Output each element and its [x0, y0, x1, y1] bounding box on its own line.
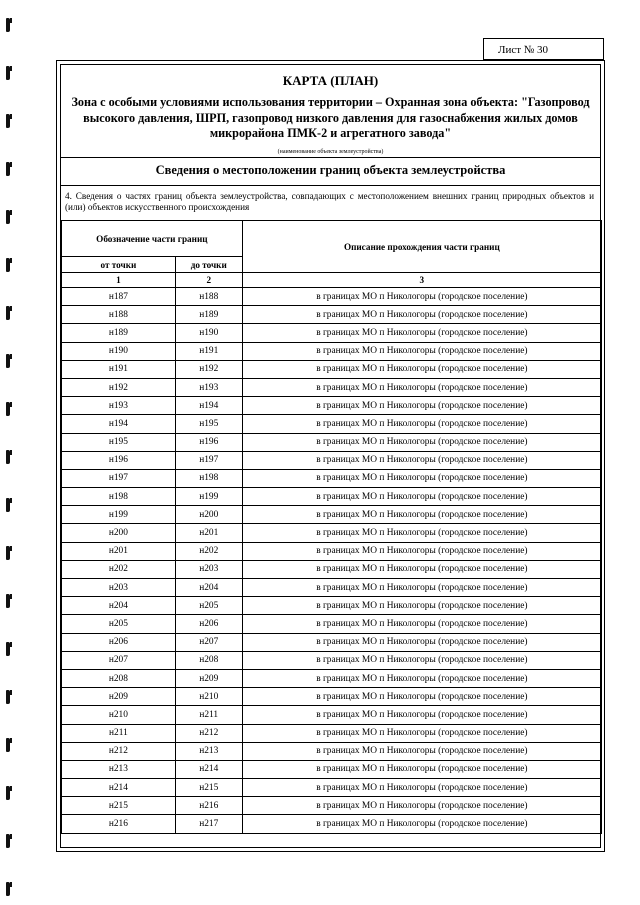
table-row	[62, 688, 602, 706]
cell-to: н209	[175, 669, 242, 687]
cell-desc: в границах МО п Никологоры (городское поселение)	[242, 524, 601, 542]
header-from-point: от точки	[62, 257, 176, 273]
column-number: 3	[242, 273, 601, 288]
table-row	[62, 615, 602, 633]
cell-from: н207	[62, 651, 176, 669]
cell-desc: в границах МО п Никологоры (городское поселение)	[242, 506, 601, 524]
cell-from: н198	[62, 488, 176, 506]
cell-from: н211	[62, 724, 176, 742]
cell-from: н199	[62, 506, 176, 524]
header-to-point: до точки	[175, 257, 242, 273]
cell-to: н208	[175, 651, 242, 669]
cell-from: н205	[62, 615, 176, 633]
cell-to: н205	[175, 597, 242, 615]
table-row	[62, 760, 602, 778]
cell-from: н201	[62, 542, 176, 560]
cell-desc: в границах МО п Никологоры (городское поселение)	[242, 288, 601, 306]
cell-to: н195	[175, 415, 242, 433]
cell-from: н213	[62, 760, 176, 778]
cell-desc: в границах МО п Никологоры (городское поселение)	[242, 306, 601, 324]
cell-to: н190	[175, 324, 242, 342]
cell-desc: в границах МО п Никологоры (городское поселение)	[242, 342, 601, 360]
table-row	[62, 378, 602, 396]
cell-to: н203	[175, 560, 242, 578]
cell-to: н214	[175, 760, 242, 778]
cell-to: н194	[175, 397, 242, 415]
binding-hole	[6, 210, 10, 224]
table-row	[62, 288, 602, 306]
table-row	[62, 451, 602, 469]
cell-desc: в границах МО п Никологоры (городское поселение)	[242, 433, 601, 451]
document-frame-inner	[60, 64, 601, 848]
binding-hole	[6, 690, 10, 704]
table-row	[62, 779, 602, 797]
cell-desc: в границах МО п Никологоры (городское поселение)	[242, 742, 601, 760]
cell-desc: в границах МО п Никологоры (городское поселение)	[242, 815, 601, 833]
cell-from: н194	[62, 415, 176, 433]
cell-from: н189	[62, 324, 176, 342]
sheet-number: Лист № 30	[483, 38, 604, 60]
binding-hole	[6, 834, 10, 848]
table-row	[62, 415, 602, 433]
cell-from: н187	[62, 288, 176, 306]
column-number: 2	[175, 273, 242, 288]
cell-to: н207	[175, 633, 242, 651]
cell-desc: в границах МО п Никологоры (городское поселение)	[242, 415, 601, 433]
cell-to: н197	[175, 451, 242, 469]
cell-desc: в границах МО п Никологоры (городское поселение)	[242, 760, 601, 778]
cell-desc: в границах МО п Никологоры (городское поселение)	[242, 615, 601, 633]
table-row	[62, 306, 602, 324]
cell-from: н188	[62, 306, 176, 324]
binding-hole	[6, 402, 10, 416]
cell-to: н202	[175, 542, 242, 560]
binding-hole	[6, 546, 10, 560]
column-number: 1	[62, 273, 176, 288]
cell-from: н197	[62, 469, 176, 487]
cell-to: н193	[175, 378, 242, 396]
cell-from: н196	[62, 451, 176, 469]
cell-to: н204	[175, 579, 242, 597]
cell-to: н200	[175, 506, 242, 524]
subtitle-note: (наименование объекта землеустройства)	[277, 149, 384, 155]
table-row	[62, 724, 602, 742]
header-description: Описание прохождения части границ	[242, 221, 601, 273]
binding-hole	[6, 498, 10, 512]
cell-from: н195	[62, 433, 176, 451]
binding-hole	[6, 450, 10, 464]
table-row	[62, 360, 602, 378]
cell-from: н210	[62, 706, 176, 724]
binding-hole	[6, 882, 10, 896]
section-description: 4. Сведения о частях границ объекта землеустройства, совпадающих с местоположением внешних границ природных объектов и (или) объектов искусственного происхождения	[65, 191, 594, 212]
table-row	[62, 506, 602, 524]
table-row	[62, 488, 602, 506]
binding-hole	[6, 354, 10, 368]
table-row	[62, 797, 602, 815]
cell-desc: в границах МО п Никологоры (городское поселение)	[242, 797, 601, 815]
cell-from: н191	[62, 360, 176, 378]
table-row	[62, 560, 602, 578]
cell-to: н189	[175, 306, 242, 324]
table-row	[62, 397, 602, 415]
cell-from: н204	[62, 597, 176, 615]
table-row	[62, 706, 602, 724]
cell-desc: в границах МО п Никологоры (городское поселение)	[242, 597, 601, 615]
document-title: КАРТА (ПЛАН)	[282, 73, 379, 88]
cell-to: н199	[175, 488, 242, 506]
cell-to: н191	[175, 342, 242, 360]
cell-desc: в границах МО п Никологоры (городское поселение)	[242, 378, 601, 396]
cell-desc: в границах МО п Никологоры (городское поселение)	[242, 451, 601, 469]
cell-to: н192	[175, 360, 242, 378]
binding-hole	[6, 306, 10, 320]
cell-from: н202	[62, 560, 176, 578]
table-row	[62, 324, 602, 342]
binding-hole	[6, 786, 10, 800]
cell-to: н201	[175, 524, 242, 542]
cell-desc: в границах МО п Никологоры (городское поселение)	[242, 651, 601, 669]
binding-hole	[6, 114, 10, 128]
binding-hole	[6, 738, 10, 752]
binding-hole	[6, 594, 10, 608]
cell-to: н212	[175, 724, 242, 742]
cell-desc: в границах МО п Никологоры (городское поселение)	[242, 488, 601, 506]
cell-desc: в границах МО п Никологоры (городское поселение)	[242, 579, 601, 597]
binding-holes	[6, 18, 18, 898]
boundary-table	[61, 220, 602, 834]
table-row	[62, 579, 602, 597]
table-row	[62, 669, 602, 687]
cell-desc: в границах МО п Никологоры (городское поселение)	[242, 724, 601, 742]
cell-to: н217	[175, 815, 242, 833]
document-frame	[56, 60, 605, 852]
cell-to: н213	[175, 742, 242, 760]
cell-desc: в границах МО п Никологоры (городское поселение)	[242, 688, 601, 706]
cell-to: н215	[175, 779, 242, 797]
cell-from: н216	[62, 815, 176, 833]
table-row	[62, 433, 602, 451]
cell-to: н198	[175, 469, 242, 487]
cell-to: н211	[175, 706, 242, 724]
cell-from: н209	[62, 688, 176, 706]
cell-from: н203	[62, 579, 176, 597]
table-row	[62, 469, 602, 487]
cell-desc: в границах МО п Никологоры (городское поселение)	[242, 560, 601, 578]
cell-from: н206	[62, 633, 176, 651]
table-row	[62, 815, 602, 833]
cell-from: н190	[62, 342, 176, 360]
table-row	[62, 542, 602, 560]
cell-to: н196	[175, 433, 242, 451]
cell-from: н214	[62, 779, 176, 797]
cell-from: н212	[62, 742, 176, 760]
table-row	[62, 342, 602, 360]
table-row	[62, 651, 602, 669]
header-boundary-designation: Обозначение части границ	[62, 221, 243, 257]
cell-to: н216	[175, 797, 242, 815]
cell-from: н192	[62, 378, 176, 396]
table-row	[62, 633, 602, 651]
cell-desc: в границах МО п Никологоры (городское поселение)	[242, 779, 601, 797]
divider	[61, 185, 600, 186]
binding-hole	[6, 258, 10, 272]
cell-desc: в границах МО п Никологоры (городское поселение)	[242, 397, 601, 415]
cell-from: н200	[62, 524, 176, 542]
cell-to: н210	[175, 688, 242, 706]
cell-desc: в границах МО п Никологоры (городское поселение)	[242, 706, 601, 724]
cell-from: н215	[62, 797, 176, 815]
cell-from: н208	[62, 669, 176, 687]
divider	[61, 157, 600, 158]
section-title: Сведения о местоположении границ объекта землеустройства	[155, 163, 506, 177]
cell-desc: в границах МО п Никологоры (городское поселение)	[242, 324, 601, 342]
cell-desc: в границах МО п Никологоры (городское поселение)	[242, 360, 601, 378]
binding-hole	[6, 66, 10, 80]
cell-desc: в границах МО п Никологоры (городское поселение)	[242, 469, 601, 487]
binding-hole	[6, 642, 10, 656]
cell-desc: в границах МО п Никологоры (городское поселение)	[242, 542, 601, 560]
binding-hole	[6, 18, 10, 32]
document-subtitle: Зона с особыми условиями использования территории – Охранная зона объекта: "Газопровод высокого давления, ШРП, газопровод низкого давления для газоснабжения жилых домов микрорайона ПМК-2 и агрегатного завода"	[71, 95, 590, 140]
binding-hole	[6, 162, 10, 176]
cell-desc: в границах МО п Никологоры (городское поселение)	[242, 669, 601, 687]
table-row	[62, 597, 602, 615]
table-row	[62, 742, 602, 760]
cell-desc: в границах МО п Никологоры (городское поселение)	[242, 633, 601, 651]
cell-to: н188	[175, 288, 242, 306]
cell-to: н206	[175, 615, 242, 633]
table-row	[62, 524, 602, 542]
cell-from: н193	[62, 397, 176, 415]
